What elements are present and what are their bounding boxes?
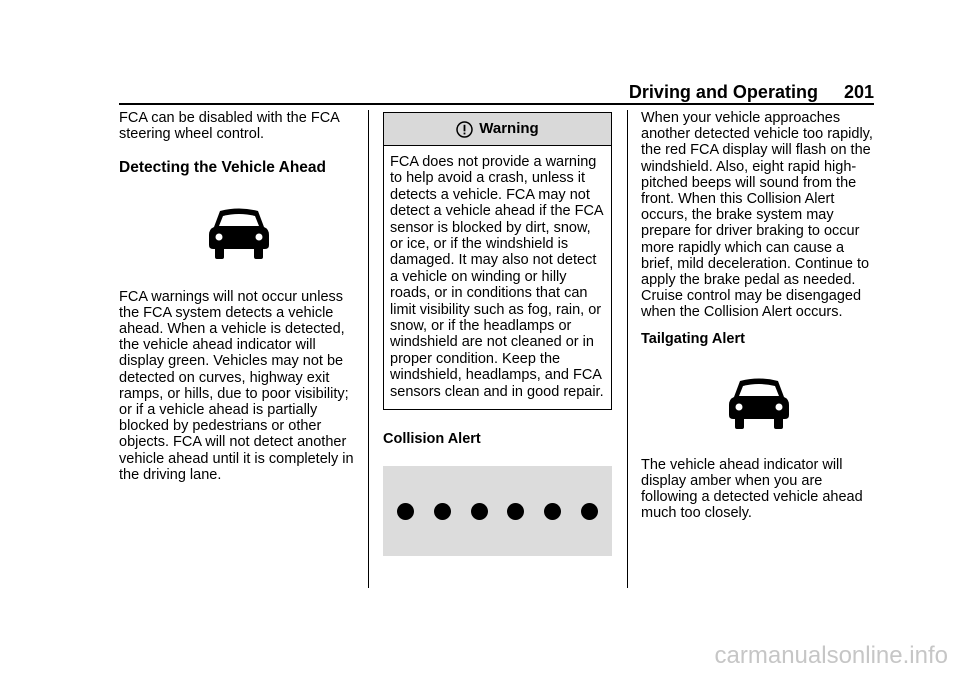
section-title: Driving and Operating [628, 82, 818, 102]
vehicle-ahead-icon [208, 207, 270, 259]
collision-alert-heading: Collision Alert [383, 431, 481, 448]
alert-dot [507, 503, 524, 520]
page-number: 201 [843, 82, 874, 102]
warning-box [383, 112, 612, 410]
watermark: carmanualsonline.info [714, 642, 948, 669]
detecting-vehicle-heading: Detecting the Vehicle Ahead [119, 159, 327, 177]
warning-title: Warning [479, 119, 539, 137]
page-header [629, 82, 874, 103]
warning-icon [456, 121, 473, 138]
tailgating-alert-text: The vehicle ahead indicator will display amber when you are following a detected vehicle ahead much too closely. [641, 456, 863, 522]
vehicle-ahead-icon [728, 377, 790, 429]
alert-dot [544, 503, 561, 520]
column-divider-2 [627, 110, 628, 588]
tailgating-alert-heading: Tailgating Alert [641, 330, 745, 347]
collision-alert-dots-icon [383, 466, 612, 556]
column-1 [119, 110, 359, 483]
warning-body: FCA does not provide a warning to help avoid a crash, unless it detects a vehicle. FCA may not detect a vehicle ahead if the FCA sensor is blocked by dirt, snow, or ice, or if the windshield is damaged. It may also not detect a vehicle on winding or hilly roads, or in conditions that can limit visibility such as fog, rain, or snow, or if the headlamps or windshield are not cleaned or in proper condition. Keep the windshield, headlamps, and FCA sensors clean and in good repair. [390, 154, 604, 400]
tailgating-icon-wrap [641, 377, 877, 429]
column-3 [641, 110, 877, 522]
column-divider-1 [368, 110, 369, 588]
alert-dot [434, 503, 451, 520]
alert-dot [471, 503, 488, 520]
header-rule [119, 103, 874, 105]
alert-dot [397, 503, 414, 520]
alert-dot [581, 503, 598, 520]
fca-disable-text: FCA can be disabled with the FCA steering wheel control. [119, 110, 340, 143]
collision-alert-text: When your vehicle approaches another detected vehicle too rapidly, the red FCA display will flash on the windshield. Also, eight rapid high-pitched beeps will sound from the front. When this Collision Alert occurs, the brake system may prepare for driver braking to occur more rapidly which can cause a brief, mild deceleration. Continue to apply the brake pedal as needed. Cruise control may be disengaged when the Collision Alert occurs. [641, 110, 873, 321]
vehicle-ahead-icon-wrap [119, 207, 359, 259]
column-2 [383, 110, 615, 556]
fca-detection-text: FCA warnings will not occur unless the FCA system detects a vehicle ahead. When a vehicle is detected, the vehicle ahead indicator will display green. Vehicles may not be detected on curves, highway exit ramps, or hills, due to poor visibility; or if a vehicle ahead is partially blocked by pedestrians or other objects. FCA will not detect another vehicle ahead until it is completely in the driving lane. [119, 288, 354, 483]
warning-header [384, 113, 611, 146]
